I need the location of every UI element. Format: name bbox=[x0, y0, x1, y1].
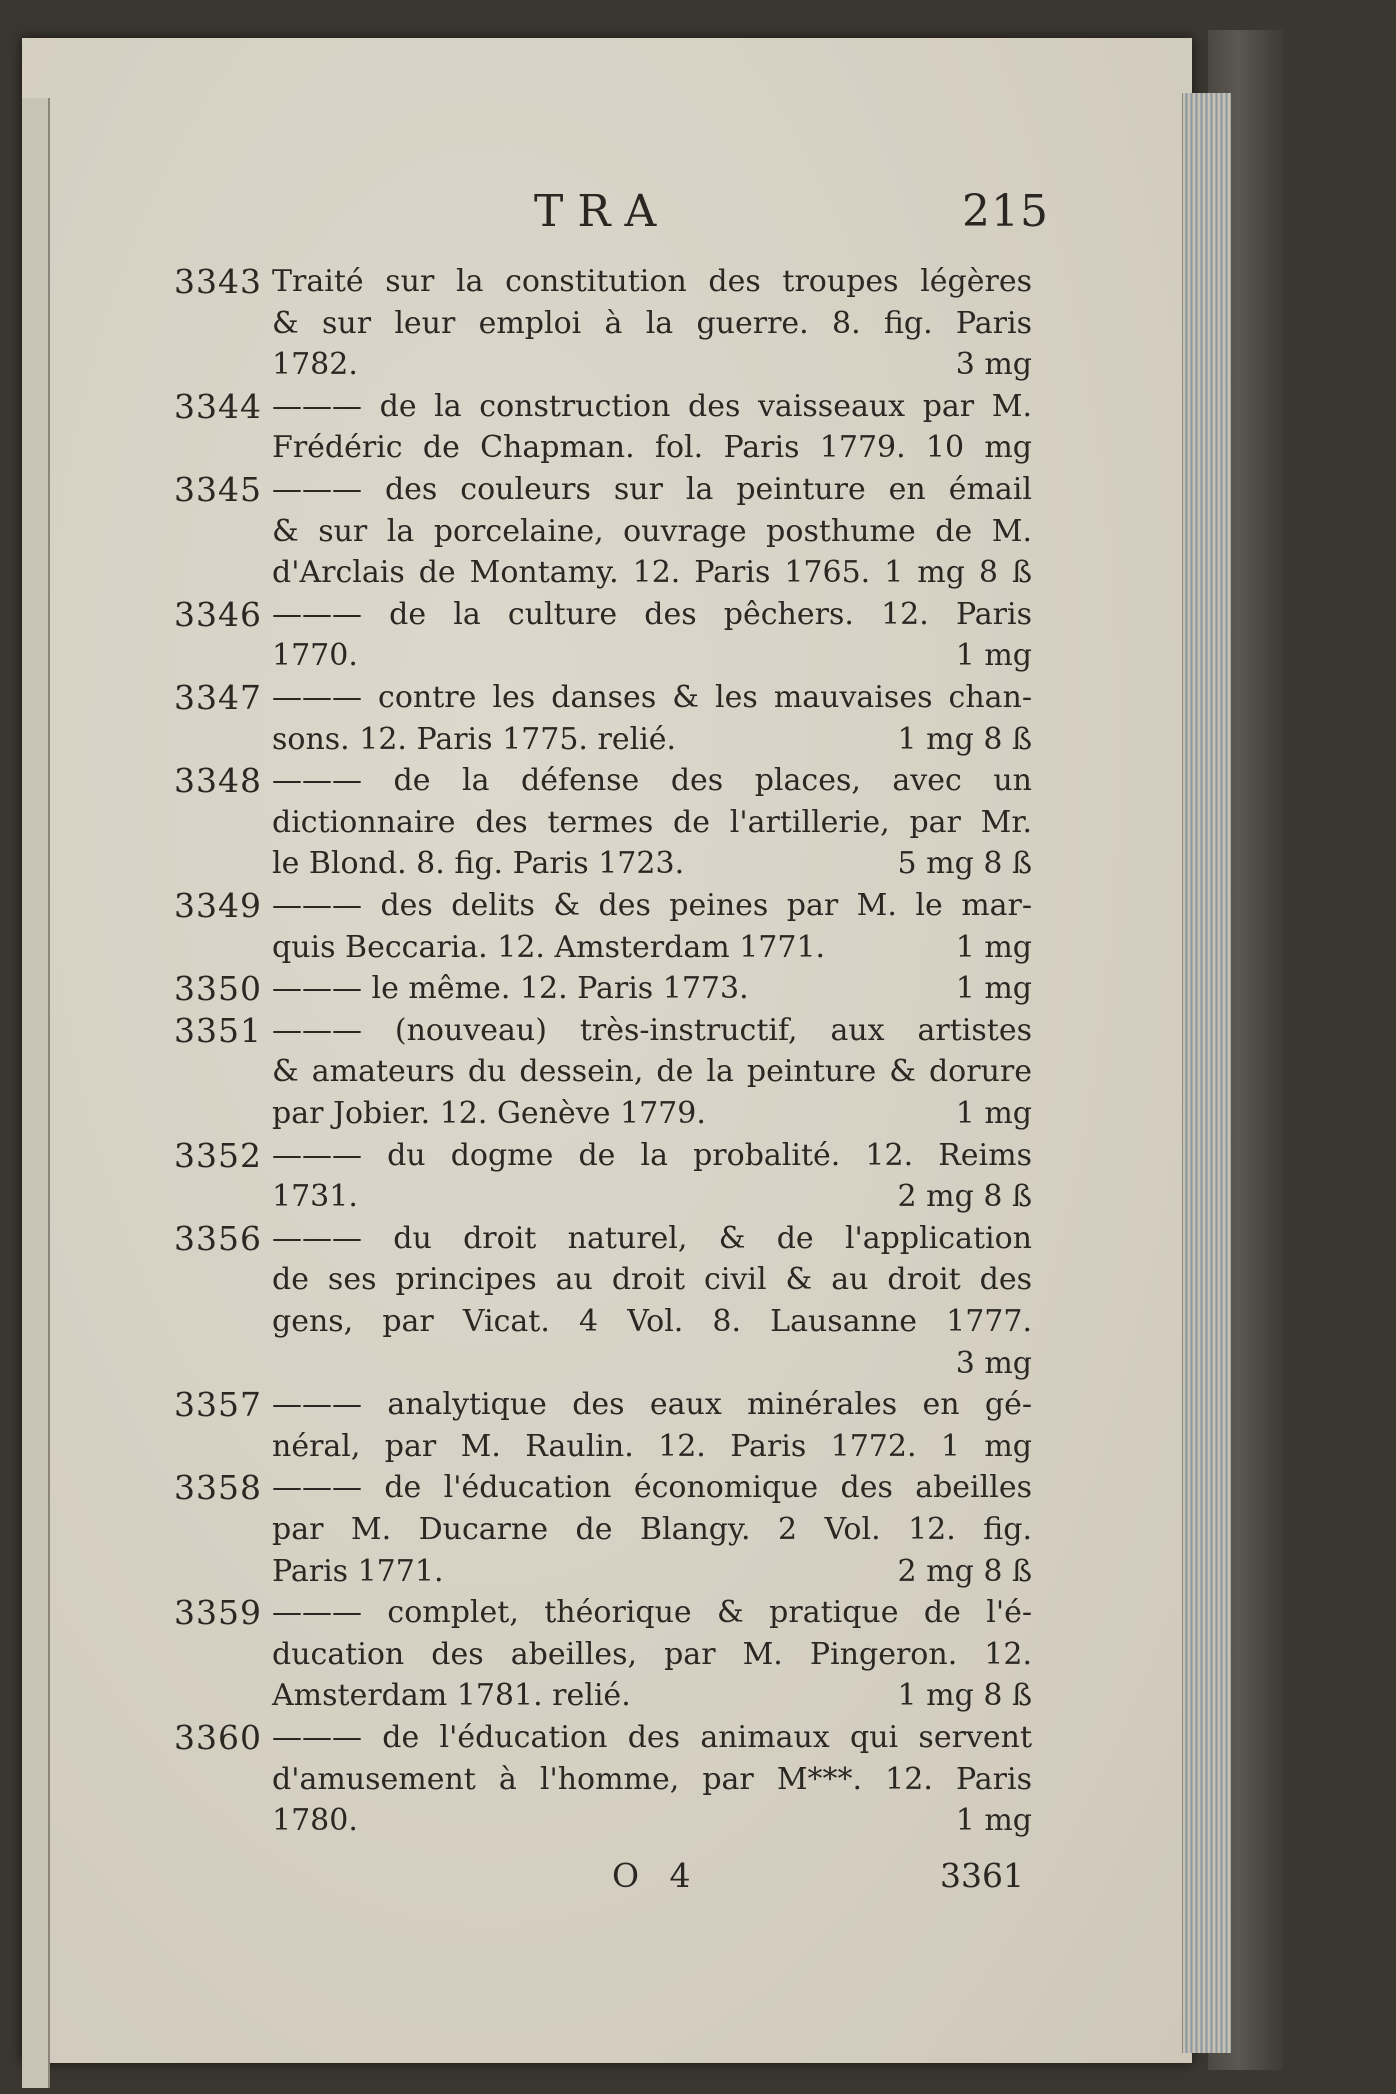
entry-line: de ses principes au droit civil & au droit des bbox=[272, 1262, 1032, 1298]
book-page bbox=[22, 38, 1192, 2063]
running-title: TRA bbox=[534, 186, 671, 237]
entry-line: ——— du droit naturel, & de l'application bbox=[272, 1220, 1032, 1256]
entry-text bbox=[272, 1467, 1032, 1592]
entry-line: ——— complet, théorique & pratique de l'é- bbox=[272, 1595, 1032, 1631]
entry-number: 3349 bbox=[174, 886, 262, 925]
entry-number: 3360 bbox=[174, 1718, 262, 1757]
entry-text bbox=[272, 1218, 1032, 1384]
entry-text bbox=[272, 1384, 1032, 1467]
entry-line-text: ——— le même. 12. Paris 1773. bbox=[272, 971, 749, 1007]
entry-text bbox=[272, 261, 1032, 386]
entry-line: ——— de la construction des vaisseaux par M. bbox=[272, 388, 1032, 424]
entry-line-text: 1731. bbox=[272, 1179, 358, 1215]
entry-line: par M. Ducarne de Blangy. 2 Vol. 12. fig. bbox=[272, 1511, 1032, 1547]
entry-line bbox=[272, 1800, 1032, 1842]
entry-price: 1 mg 8 ß bbox=[897, 1678, 1032, 1714]
entry-price: 2 mg 8 ß bbox=[897, 1179, 1032, 1215]
entry-line: d'Arclais de Montamy. 12. Paris 1765. 1 mg 8 ß bbox=[272, 555, 1032, 591]
entry-line bbox=[272, 843, 1032, 885]
page-number: 215 bbox=[962, 186, 1049, 237]
entry-text bbox=[272, 469, 1032, 594]
entry-number: 3344 bbox=[174, 386, 262, 426]
entry-line bbox=[272, 927, 1032, 969]
entry-line bbox=[272, 1176, 1032, 1218]
entry-line: ——— des delits & des peines par M. le mar- bbox=[272, 888, 1032, 923]
page-edges bbox=[1182, 93, 1231, 2053]
entry-line: ——— contre les danses & les mauvaises chan- bbox=[272, 680, 1032, 715]
entry-price: 1 mg bbox=[955, 1803, 1032, 1839]
entry-number: 3345 bbox=[174, 470, 262, 509]
entry-text bbox=[272, 1717, 1032, 1842]
entry-number: 3348 bbox=[174, 761, 262, 801]
entry-line: ——— de l'éducation des animaux qui servent bbox=[272, 1720, 1032, 1755]
entry-price: 1 mg bbox=[955, 971, 1032, 1007]
entry-price: 3 mg bbox=[955, 347, 1032, 383]
entry-number: 3343 bbox=[174, 262, 262, 301]
entry-line-text: le Blond. 8. fig. Paris 1723. bbox=[272, 846, 685, 882]
entry-price: 5 mg 8 ß bbox=[897, 846, 1032, 882]
entry-line: ——— analytique des eaux minérales en gé- bbox=[272, 1387, 1032, 1423]
entry-line: ducation des abeilles, par M. Pingeron. 12. bbox=[272, 1636, 1032, 1672]
entry-line-text: 1770. bbox=[272, 638, 358, 674]
entry-line: d'amusement à l'homme, par M***. 12. Paris bbox=[272, 1761, 1032, 1797]
entry-line-text: Paris 1771. bbox=[272, 1553, 444, 1589]
entry-line bbox=[272, 1675, 1032, 1717]
entry-price: 1 mg bbox=[955, 929, 1032, 965]
entry-line: dictionnaire des termes de l'artillerie, par Mr. bbox=[272, 804, 1032, 840]
page-footer bbox=[22, 1856, 1182, 1906]
entry-line: 3 mg bbox=[955, 1345, 1032, 1381]
entry-number: 3347 bbox=[174, 678, 262, 717]
entry-line: & sur la porcelaine, ouvrage posthume de M. bbox=[272, 513, 1032, 549]
entry-line bbox=[272, 1093, 1032, 1135]
entry-number: 3346 bbox=[174, 594, 262, 634]
entry-line: néral, par M. Raulin. 12. Paris 1772. 1 mg bbox=[272, 1428, 1032, 1464]
entry-line: Traité sur la constitution des troupes légères bbox=[272, 264, 1032, 299]
entry-line bbox=[272, 344, 1032, 386]
entry-line-text: par Jobier. 12. Genève 1779. bbox=[272, 1095, 706, 1131]
entry-line: ——— (nouveau) très-instructif, aux artistes bbox=[272, 1012, 1032, 1048]
entry-line: ——— de la défense des places, avec un bbox=[272, 763, 1032, 799]
entry-text bbox=[272, 677, 1032, 760]
entry-line: ——— de la culture des pêchers. 12. Paris bbox=[272, 596, 1032, 632]
entry-line bbox=[272, 968, 1032, 1010]
entry-price: 1 mg bbox=[955, 638, 1032, 674]
facing-page-strip bbox=[22, 98, 50, 2088]
entry-text bbox=[272, 1010, 1032, 1135]
catchword: 3361 bbox=[940, 1856, 1024, 1895]
entry-line-text: 1782. bbox=[272, 347, 358, 383]
entry-text bbox=[272, 968, 1032, 1010]
entry-text bbox=[272, 885, 1032, 968]
entry-text bbox=[272, 760, 1032, 885]
entry-line-text: quis Beccaria. 12. Amsterdam 1771. bbox=[272, 929, 826, 965]
entry-number: 3357 bbox=[174, 1385, 262, 1425]
entry-line: ——— des couleurs sur la peinture en émail bbox=[272, 472, 1032, 507]
entry-text bbox=[272, 1592, 1032, 1717]
entry-line-text: Amsterdam 1781. relié. bbox=[272, 1678, 631, 1714]
entry-line-text: 1780. bbox=[272, 1803, 358, 1839]
entry-line: ——— de l'éducation économique des abeilles bbox=[272, 1470, 1032, 1506]
entry-line bbox=[272, 1551, 1032, 1593]
entry-line: gens, par Vicat. 4 Vol. 8. Lausanne 1777. bbox=[272, 1303, 1032, 1339]
entry-line-text: sons. 12. Paris 1775. relié. bbox=[272, 721, 677, 757]
entry-text bbox=[272, 1135, 1032, 1218]
entry-number: 3359 bbox=[174, 1593, 262, 1633]
entry-text bbox=[272, 386, 1032, 469]
entry-price: 1 mg 8 ß bbox=[897, 721, 1032, 757]
entry-price: 1 mg bbox=[955, 1095, 1032, 1131]
entry-line: & amateurs du dessein, de la peinture & dorure bbox=[272, 1054, 1032, 1090]
entry-number: 3350 bbox=[174, 969, 262, 1009]
entry-number: 3358 bbox=[174, 1468, 262, 1508]
signature-mark: O 4 bbox=[612, 1856, 701, 1895]
entry-line: Frédéric de Chapman. fol. Paris 1779. 10 mg bbox=[272, 430, 1032, 466]
entry-line bbox=[272, 635, 1032, 677]
entry-line bbox=[272, 719, 1032, 761]
entry-number: 3351 bbox=[174, 1010, 262, 1050]
entry-line: ——— du dogme de la probalité. 12. Reims bbox=[272, 1137, 1032, 1173]
entry-number: 3356 bbox=[174, 1218, 262, 1258]
running-header bbox=[22, 186, 1182, 246]
entry-text bbox=[272, 594, 1032, 677]
entry-price: 2 mg 8 ß bbox=[897, 1553, 1032, 1589]
entry-line: & sur leur emploi à la guerre. 8. fig. Paris bbox=[272, 305, 1032, 341]
entry-number: 3352 bbox=[174, 1135, 262, 1175]
